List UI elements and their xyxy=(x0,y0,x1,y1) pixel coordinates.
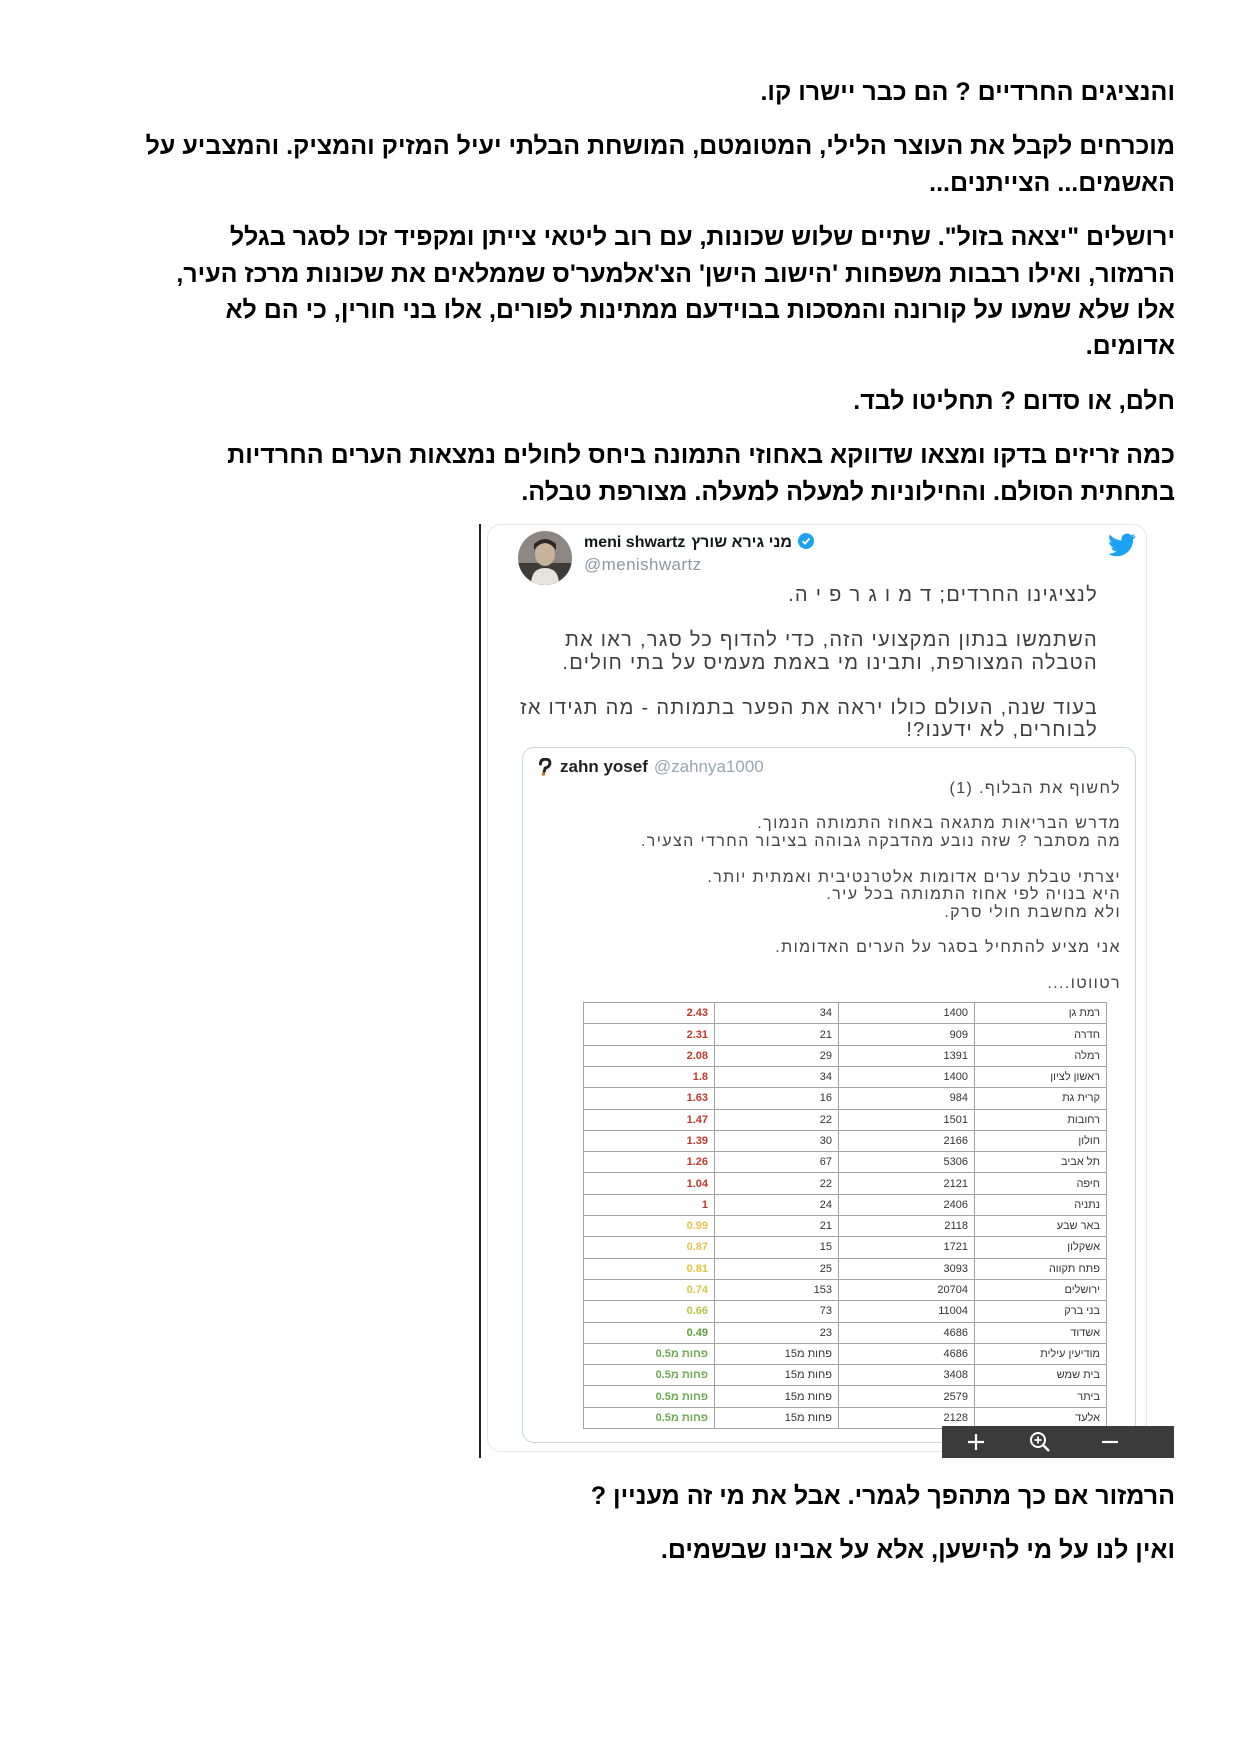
quoted-line: אני מציע להתחיל בסגר על הערים האדומות. xyxy=(775,939,1121,957)
deaths-cell: 67 xyxy=(715,1152,839,1173)
quoted-line: לחשוף את הבלוף. (1) xyxy=(949,780,1121,798)
table-row xyxy=(584,1088,1107,1109)
paragraph-line: כמה זריזים בדקו ומצאו שדווקא באחוזי התמונה ביחס לחולים נמצאות הערים החרדיות xyxy=(227,441,1175,470)
ratio-cell: 1.26 xyxy=(584,1152,715,1173)
quoted-paragraph xyxy=(531,869,1121,922)
paragraph-line: מוכרחים לקבל את העוצר הלילי, המטומטם, המושחת הבלתי יעיל המזיק והמציק. והמצביע על xyxy=(145,132,1175,161)
author-handle: @menishwartz xyxy=(584,555,702,575)
quoted-author-avatar-icon xyxy=(537,758,553,776)
quoted-tweet-text xyxy=(531,780,1121,1010)
cases-cell: 1501 xyxy=(839,1109,975,1130)
ratio-cell: 2.43 xyxy=(584,1003,715,1024)
paragraph-3 xyxy=(60,219,1175,365)
table-row xyxy=(584,1322,1107,1343)
tweet-line: השתמשו בנתון המקצועי הזה, כדי להדוף כל סגר, ראו את xyxy=(564,629,1098,652)
quoted-paragraph xyxy=(531,939,1121,957)
quoted-paragraph xyxy=(531,975,1121,993)
cases-cell: 1400 xyxy=(839,1066,975,1087)
ratio-cell: 1.04 xyxy=(584,1173,715,1194)
table-row xyxy=(584,1194,1107,1215)
author-name-english: meni shwartz xyxy=(584,534,686,552)
ratio-cell: 2.31 xyxy=(584,1024,715,1045)
quoted-line: יצרתי טבלת ערים אדומות אלטרנטיבית ואמתית יותר. xyxy=(707,868,1121,886)
table-row xyxy=(584,1258,1107,1279)
city-cell: ביתר xyxy=(975,1386,1107,1407)
cases-cell: 1400 xyxy=(839,1003,975,1024)
paragraph-4 xyxy=(60,383,1175,419)
city-cell: בני ברק xyxy=(975,1301,1107,1322)
table-row xyxy=(584,1130,1107,1151)
deaths-cell: 21 xyxy=(715,1216,839,1237)
ratio-cell: 0.99 xyxy=(584,1216,715,1237)
paragraph-line: הרמזור אם כך מתהפך לגמרי. אבל את מי זה מעניין ? xyxy=(590,1482,1175,1511)
deaths-cell: פחות מ15 xyxy=(715,1343,839,1364)
city-cell: נתניה xyxy=(975,1194,1107,1215)
city-cell: רחובות xyxy=(975,1109,1107,1130)
tweet-line: לנציגינו החרדים; ד מ ו ג ר פ י ה. xyxy=(788,584,1098,607)
table-row xyxy=(584,1301,1107,1322)
deaths-cell: 15 xyxy=(715,1237,839,1258)
deaths-cell: 22 xyxy=(715,1173,839,1194)
quoted-line: מה מסתבר ? שזה נובע מהדבקה גבוהה בציבור החרדי הצעיר. xyxy=(640,833,1121,851)
quoted-line: רטווטו.... xyxy=(1047,974,1121,992)
table-row xyxy=(584,1365,1107,1386)
tweet-card xyxy=(487,524,1147,1452)
table-row xyxy=(584,1237,1107,1258)
verified-badge-icon xyxy=(798,533,814,549)
ratio-cell: 1 xyxy=(584,1194,715,1215)
table-row xyxy=(584,1173,1107,1194)
deaths-cell: פחות מ15 xyxy=(715,1407,839,1428)
author-avatar xyxy=(518,531,572,585)
ratio-cell: 1.8 xyxy=(584,1066,715,1087)
tweet-line: בעוד שנה, העולם כולו יראה את הפער בתמותה - מה תגידו אז xyxy=(520,696,1098,719)
tweet-text xyxy=(478,584,1098,764)
deaths-cell: 30 xyxy=(715,1130,839,1151)
ratio-cell: 2.08 xyxy=(584,1045,715,1066)
city-cell: תל אביב xyxy=(975,1152,1107,1173)
ratio-cell: 0.49 xyxy=(584,1322,715,1343)
paragraph-line: חלם, או סדום ? תחליטו לבד. xyxy=(853,386,1175,415)
city-cell: אשקלון xyxy=(975,1237,1107,1258)
tweet-paragraph xyxy=(478,697,1098,742)
paragraph-7 xyxy=(60,1532,1175,1568)
table-row xyxy=(584,1003,1107,1024)
quoted-line: מדרש הבריאות מתגאה באחוז התמותה הנמוך. xyxy=(757,815,1121,833)
table-row xyxy=(584,1152,1107,1173)
city-cell: חולון xyxy=(975,1130,1107,1151)
tweet-paragraph xyxy=(478,629,1098,674)
paragraph-line: בתחתית הסולם. והחילוניות למעלה למעלה. מצורפת טבלה. xyxy=(521,477,1175,506)
deaths-cell: 34 xyxy=(715,1003,839,1024)
ratio-cell: פחות מ0.5 xyxy=(584,1343,715,1364)
tweet-line: לבוחרים, לא ידענו?! xyxy=(906,719,1098,742)
paragraph-line: ירושלים "יצאה בזול". שתיים שלוש שכונות, עם רוב ליטאי צייתן ומקפיד זכו לסגר בגלל xyxy=(229,223,1175,252)
cases-cell: 909 xyxy=(839,1024,975,1045)
cases-cell: 11004 xyxy=(839,1301,975,1322)
table-row xyxy=(584,1386,1107,1407)
table-row xyxy=(584,1024,1107,1045)
city-cell: אשדוד xyxy=(975,1322,1107,1343)
deaths-cell: 23 xyxy=(715,1322,839,1343)
paragraph-line: הרמזור, ואילו רבבות משפחות 'הישוב הישן' הצ'אלמער'ס שממלאים את שכונות מרכז העיר, xyxy=(176,259,1175,288)
city-cell: ראשון לציון xyxy=(975,1066,1107,1087)
table-row xyxy=(584,1343,1107,1364)
cases-cell: 1391 xyxy=(839,1045,975,1066)
deaths-cell: 25 xyxy=(715,1258,839,1279)
cases-cell: 2128 xyxy=(839,1407,975,1428)
deaths-cell: 153 xyxy=(715,1279,839,1300)
zoom-in-icon[interactable] xyxy=(1028,1430,1052,1454)
paragraph-6 xyxy=(60,1478,1175,1514)
city-cell: בית שמש xyxy=(975,1365,1107,1386)
tweet-line: הטבלה המצורפת, ותבינו מי באמת מעמיס על בתי חולים. xyxy=(562,651,1098,674)
paragraph-line: ואין לנו על מי להישען, אלא על אבינו שבשמים. xyxy=(660,1536,1175,1565)
cities-table xyxy=(583,1002,1107,1429)
ratio-cell: 0.66 xyxy=(584,1301,715,1322)
cases-cell: 984 xyxy=(839,1088,975,1109)
cases-cell: 4686 xyxy=(839,1322,975,1343)
tweet-screenshot xyxy=(479,524,1175,1458)
paragraph-line: אלו שלא שמעו על קורונה והמסכות בבוידעם ממתינות לפורים, אלו בני חורין, כי הם לא xyxy=(225,296,1175,325)
paragraph-2 xyxy=(60,128,1175,201)
tweet-paragraph xyxy=(478,584,1098,607)
ratio-cell: פחות מ0.5 xyxy=(584,1365,715,1386)
city-cell: רמלה xyxy=(975,1045,1107,1066)
deaths-cell: 16 xyxy=(715,1088,839,1109)
city-cell: באר שבע xyxy=(975,1216,1107,1237)
cases-cell: 2121 xyxy=(839,1173,975,1194)
cities-table-body xyxy=(584,1003,1107,1429)
ratio-cell: 0.74 xyxy=(584,1279,715,1300)
deaths-cell: 73 xyxy=(715,1301,839,1322)
table-row xyxy=(584,1279,1107,1300)
ratio-cell: 0.81 xyxy=(584,1258,715,1279)
table-row xyxy=(584,1045,1107,1066)
plus-icon[interactable] xyxy=(964,1430,988,1454)
quoted-author-handle: @zahnya1000 xyxy=(653,757,764,777)
quoted-paragraph xyxy=(531,780,1121,798)
cases-cell: 3093 xyxy=(839,1258,975,1279)
city-cell: אלעד xyxy=(975,1407,1107,1428)
city-cell: חיפה xyxy=(975,1173,1107,1194)
city-cell: חדרה xyxy=(975,1024,1107,1045)
table-row xyxy=(584,1216,1107,1237)
ratio-cell: 1.39 xyxy=(584,1130,715,1151)
ratio-cell: פחות מ0.5 xyxy=(584,1407,715,1428)
quoted-line: ולא מחשבת חולי סרק. xyxy=(944,903,1121,921)
quoted-author-name: zahn yosef xyxy=(560,757,648,777)
quoted-line: היא בנויה לפי אחוז התמותה בכל עיר. xyxy=(826,886,1121,904)
cases-cell: 5306 xyxy=(839,1152,975,1173)
paragraph-line: האשמים... הצייתנים... xyxy=(929,168,1175,197)
paragraph-1 xyxy=(60,74,1175,110)
quoted-author xyxy=(560,757,764,778)
deaths-cell: 24 xyxy=(715,1194,839,1215)
cases-cell: 20704 xyxy=(839,1279,975,1300)
city-cell: מודיעין עילית xyxy=(975,1343,1107,1364)
table-row xyxy=(584,1109,1107,1130)
ratio-cell: 0.87 xyxy=(584,1237,715,1258)
cases-cell: 4686 xyxy=(839,1343,975,1364)
cases-cell: 3408 xyxy=(839,1365,975,1386)
author-name xyxy=(584,533,814,553)
table-row xyxy=(584,1066,1107,1087)
deaths-cell: פחות מ15 xyxy=(715,1365,839,1386)
deaths-cell: 22 xyxy=(715,1109,839,1130)
quoted-paragraph xyxy=(531,815,1121,850)
deaths-cell: פחות מ15 xyxy=(715,1386,839,1407)
city-cell: קרית גת xyxy=(975,1088,1107,1109)
deaths-cell: 29 xyxy=(715,1045,839,1066)
ratio-cell: פחות מ0.5 xyxy=(584,1386,715,1407)
city-cell: פתח תקווה xyxy=(975,1258,1107,1279)
ratio-cell: 1.47 xyxy=(584,1109,715,1130)
paragraph-line: והנציגים החרדיים ? הם כבר יישרו קו. xyxy=(760,78,1175,106)
city-cell: רמת גן xyxy=(975,1003,1107,1024)
deaths-cell: 21 xyxy=(715,1024,839,1045)
image-viewer-toolbar xyxy=(942,1426,1174,1458)
paragraph-5 xyxy=(60,437,1175,510)
paragraph-line: אדומים. xyxy=(1085,332,1175,361)
cases-cell: 2406 xyxy=(839,1194,975,1215)
cases-cell: 2166 xyxy=(839,1130,975,1151)
ratio-cell: 1.63 xyxy=(584,1088,715,1109)
minus-icon[interactable] xyxy=(1098,1430,1122,1454)
deaths-cell: 34 xyxy=(715,1066,839,1087)
cases-cell: 2579 xyxy=(839,1386,975,1407)
twitter-bird-icon xyxy=(1108,533,1136,557)
city-cell: ירושלים xyxy=(975,1279,1107,1300)
quoted-tweet-card xyxy=(522,747,1136,1443)
cases-cell: 2118 xyxy=(839,1216,975,1237)
cases-cell: 1721 xyxy=(839,1237,975,1258)
author-name-hebrew: מני גירא שורץ xyxy=(691,534,792,552)
